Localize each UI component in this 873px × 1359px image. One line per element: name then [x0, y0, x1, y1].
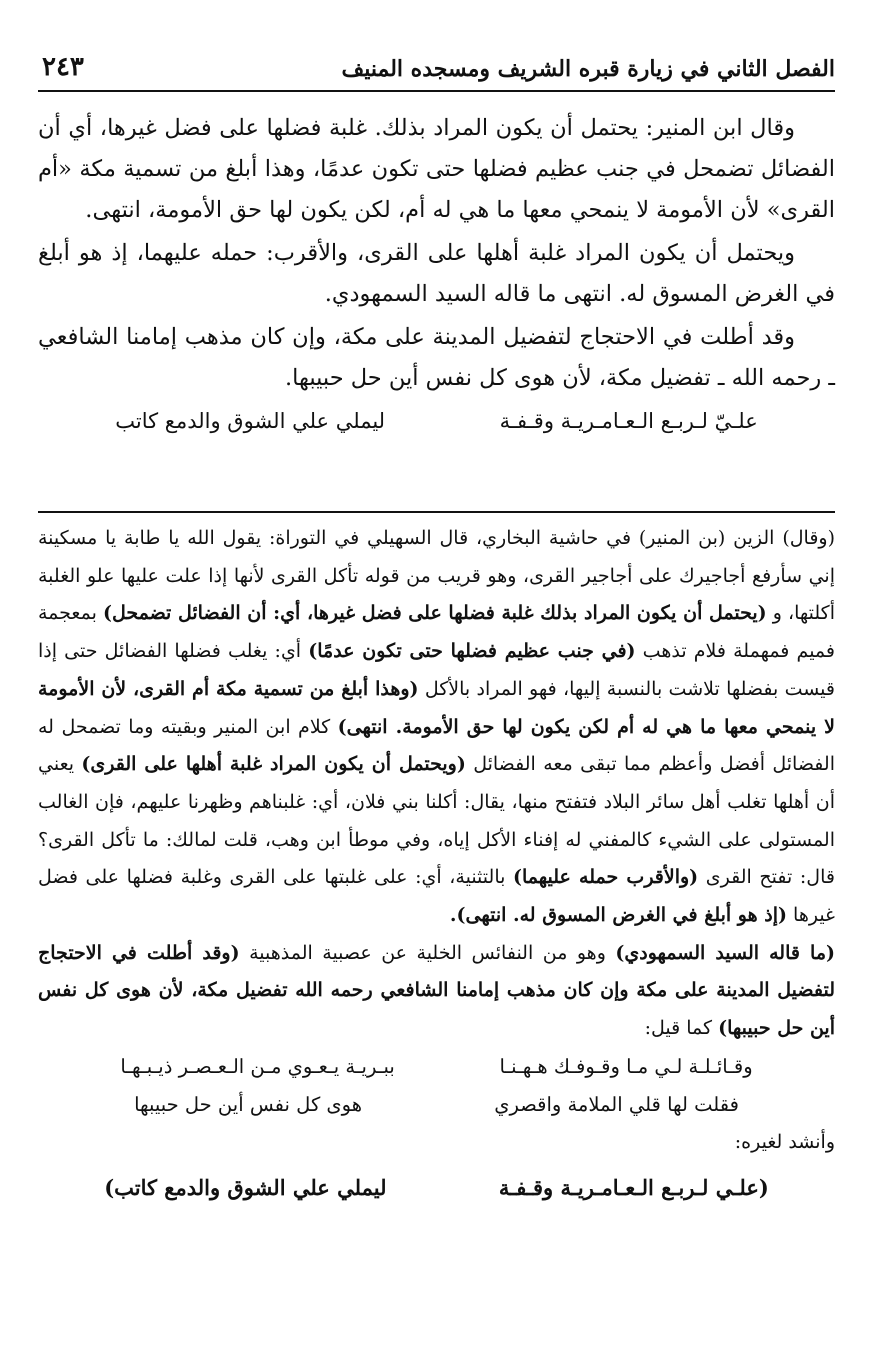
- verse-hemistich-left: هوى كل نفس أين حل حبيبها: [134, 1092, 363, 1116]
- footnote-divider: [38, 511, 835, 513]
- quoted-main-text: (في جنب عظيم فضلها حتى تكون عدمًا): [308, 640, 636, 663]
- commentary-text-run: كلام ابن المنير وبقيته وما تضمحل له الفضائل أفضل وأعظم مما تبقى معه الفضائل: [38, 715, 835, 776]
- verse-line: [38, 1048, 835, 1086]
- main-paragraph: وقد أطلت في الاحتجاج لتفضيل المدينة على مكة، وإن كان مذهب إمامنا الشافعي ـ رحمه الله ـ تفضيل مكة، لأن هوى كل نفس أين حل حبيبها.: [38, 324, 835, 391]
- commentary-text: [38, 520, 835, 1208]
- quoted-main-text: (إذ هو أبلغ في الغرض المسوق له. انتهى).: [449, 904, 787, 927]
- commentary-text-run: بالتثنية، أي: على غلبتها على القرى وغلبة فضلها على فضل غيرها: [38, 866, 835, 927]
- running-title: الفصل الثاني في زيارة قبره الشريف ومسجده المنيف: [341, 56, 835, 82]
- commentary-text-run: كما قيل:: [644, 1017, 719, 1040]
- commentary-text-run: أي: يغلب فضلها الفضائل حتى إذا قيست بفضلها تلاشت بالنسبة إليها، فهو المراد بالأكل: [38, 640, 835, 700]
- commentary-text-run: بمعجمة فميم فمهملة فلام تذهب: [38, 602, 835, 663]
- poem-intro: وأنشد لغيره:: [734, 1130, 835, 1153]
- quoted-main-text: (يحتمل أن يكون المراد بذلك غلبة فضلها على فضل غيرها، أي: أن الفضائل تضمحل): [102, 602, 767, 625]
- commentary-text-run: يعني أن أهلها تغلب أهل سائر البلاد فتفتح منها، يقال: أكلنا بني فلان، أي: غلبناهم وظهرنا عليهم، فإن الغالب المستولى على الشيء كالمفني له إفناء الأكل إياه، وفي موطأ ابن وهب، قلت لمالك: ما تأكل القرى؟ قال: تفتح القرى: [38, 753, 835, 889]
- commentary-paragraph: [38, 935, 835, 1048]
- quoted-main-text: (وقد أطلت في الاحتجاج لتفضيل المدينة على مكة وإن كان مذهب إمامنا الشافعي رحمه الله تفضيل مكة، لأن هوى كل نفس أين حل حبيبها): [38, 941, 835, 1040]
- commentary-text-run: وهو من النفائس الخلية عن عصبية المذهبية: [239, 941, 616, 964]
- quoted-main-text: (والأقرب حمله عليهما): [513, 866, 699, 889]
- verse-hemistich-right: علـيّ لـربـع الـعـامـريـة وقـفـة: [499, 409, 758, 433]
- page-number: ٢٤٣: [42, 52, 84, 82]
- commentary-paragraph: [38, 520, 835, 935]
- verse-line: [38, 401, 835, 441]
- verse-line: [38, 1086, 835, 1124]
- verse-hemistich-right: (علـي لـربـع الـعـامـريـة وقـفـة: [498, 1174, 769, 1200]
- quoted-main-text: (ما قاله السيد السمهودي): [615, 941, 835, 964]
- quoted-main-text: (ويحتمل أن يكون المراد غلبة أهلها على القرى): [81, 753, 466, 776]
- verse-line: [38, 1168, 835, 1208]
- verse-hemistich-left: ليملي علي الشوق والدمع كاتب: [115, 409, 386, 433]
- poem: [38, 1048, 835, 1124]
- verse-hemistich-left: ليملي علي الشوق والدمع كاتب): [104, 1174, 387, 1200]
- page-header: [38, 50, 835, 92]
- verse-hemistich-left: ببـريـة يـعـوي مـن الـعـصـر ذيـبـهـا: [120, 1054, 395, 1078]
- main-paragraph: وقال ابن المنير: يحتمل أن يكون المراد بذلك. غلبة فضلها على فضل غيرها، أي أن الفضائل تضمحل في جنب عظيم فضلها حتى تكون عدمًا، وهذا أبلغ من تسمية مكة «أم القرى» لأن الأمومة لا ينمحي معها ما هي له أم، لكن يكون لها حق الأمومة، انتهى.: [38, 115, 835, 223]
- main-text: [38, 108, 835, 441]
- quoted-main-text: (وهذا أبلغ من تسمية مكة أم القرى، لأن الأمومة لا ينمحي معها ما هي له أم لكن يكون لها حق الأمومة. انتهى): [38, 677, 835, 738]
- commentary-text-run: (وقال) الزين (بن المنير) في حاشية البخاري، قال السهيلي في التوراة: يقول الله يا طابة يا مسكينة إني سأرفع أجاجيرك على أجاجير القرى، وهو قريب من قوله تأكل القرى لأنها إذا علت عليها علو الغلبة أكلتها، و: [38, 527, 836, 625]
- verse-hemistich-right: وقـائـلـة لـي مـا وقـوفـك هـهـنـا: [499, 1054, 753, 1078]
- verse-hemistich-right: فقلت لها قلي الملامة واقصري: [494, 1092, 739, 1116]
- main-paragraph: ويحتمل أن يكون المراد غلبة أهلها على القرى، والأقرب: حمله عليهما، إذ هو أبلغ في الغرض المسوق له. انتهى ما قاله السيد السمهودي.: [38, 240, 835, 307]
